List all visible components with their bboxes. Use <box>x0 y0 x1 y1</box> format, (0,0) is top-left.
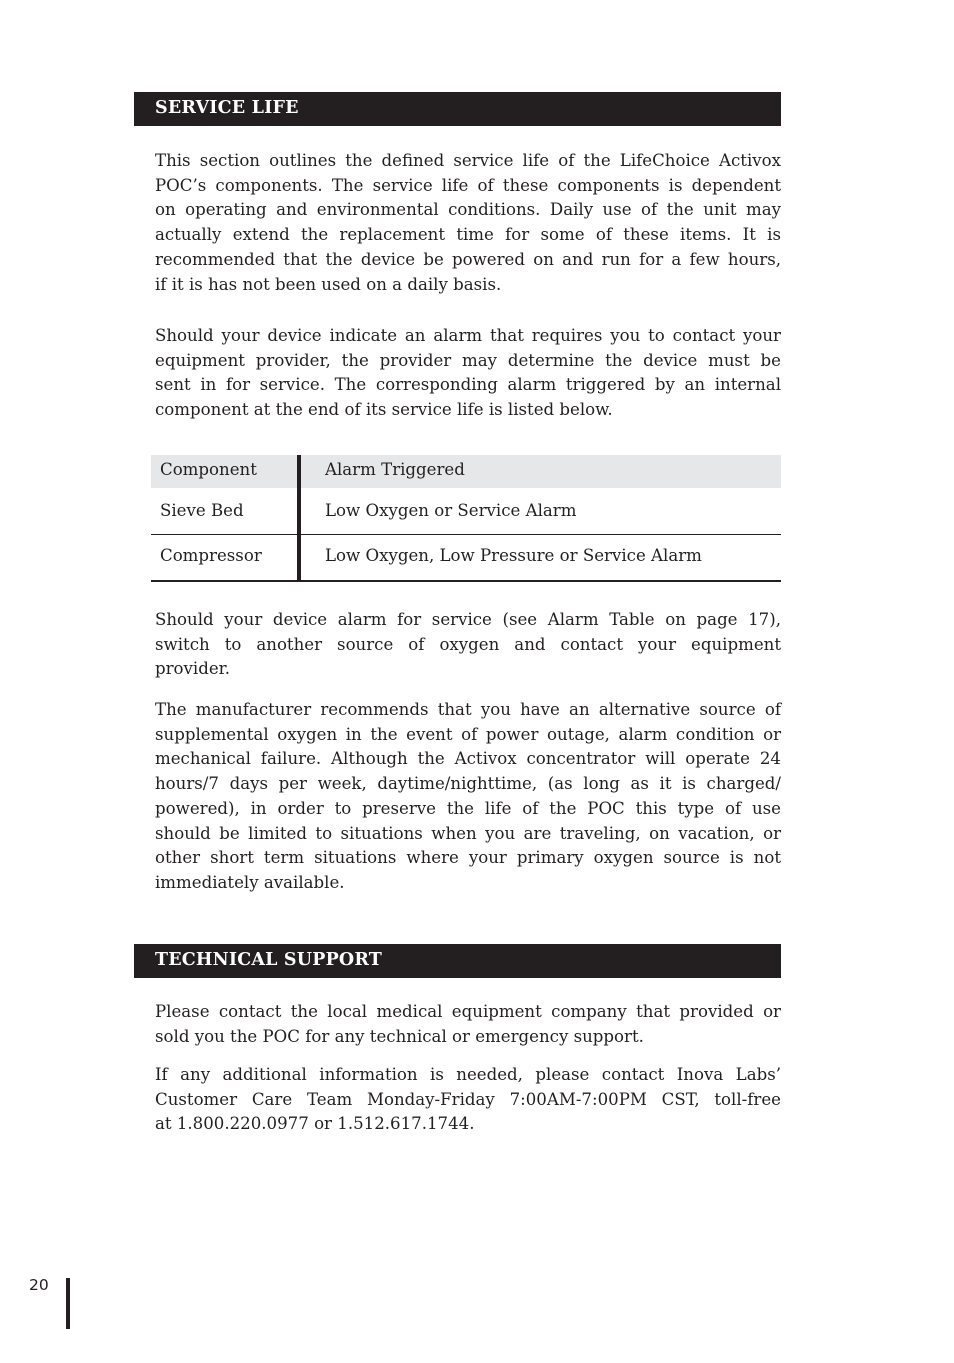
text-line: sold you the POC for any technical or emergency support. <box>155 1026 644 1046</box>
text-line: immediately available. <box>155 872 345 892</box>
technical-support-heading-bar <box>134 944 781 978</box>
technical-support-heading: TECHNICAL SUPPORT <box>155 950 383 970</box>
text-line: Should your device indicate an alarm that requires you to contact your <box>155 326 781 345</box>
table-row <box>151 535 781 582</box>
page-number-rule <box>66 1278 70 1329</box>
text-line: provider. <box>155 659 231 679</box>
page-number: 20 <box>29 1276 49 1294</box>
alternative-oxygen-paragraph <box>155 698 781 896</box>
text-line: Should your device alarm for service (see Alarm Table on page 17), <box>155 610 781 629</box>
table-column-divider <box>297 455 301 582</box>
text-line: equipment provider, the provider may determine the device must be <box>155 350 781 370</box>
text-line: powered), in order to preserve the life of the POC this type of use <box>155 798 781 818</box>
text-line: switch to another source of oxygen and contact your equipment <box>155 634 781 654</box>
service-alarm-paragraph <box>155 324 781 423</box>
text-line: at 1.800.220.0977 or 1.512.617.1744. <box>155 1114 475 1134</box>
table-cell-alarm: Low Oxygen or Service Alarm <box>325 501 577 520</box>
text-line: sent in for service. The corresponding alarm triggered by an internal <box>155 375 781 395</box>
text-line: if it is has not been used on a daily basis. <box>155 274 502 294</box>
text-line: component at the end of its service life is listed below. <box>155 400 613 420</box>
service-alarm-instructions-paragraph <box>155 608 781 682</box>
table-header-component: Component <box>160 460 257 479</box>
text-line: recommended that the device be powered on and run for a few hours, <box>155 249 781 269</box>
text-line: on operating and environmental conditions. Daily use of the unit may <box>155 200 781 220</box>
text-line: POC’s components. The service life of these components is dependent <box>155 175 781 195</box>
table-header-row <box>151 455 781 488</box>
table-cell-component: Compressor <box>160 546 262 565</box>
text-line: This section outlines the defined service life of the LifeChoice Activox <box>155 151 781 170</box>
text-line: Please contact the local medical equipment company that provided or <box>155 1002 781 1021</box>
customer-care-paragraph <box>155 1063 781 1137</box>
table-cell-alarm: Low Oxygen, Low Pressure or Service Alarm <box>325 546 702 565</box>
text-line: actually extend the replacement time for some of these items. It is <box>155 225 781 245</box>
table-cell-component: Sieve Bed <box>160 501 244 520</box>
text-line: should be limited to situations when you are traveling, on vacation, or <box>155 823 781 843</box>
text-line: Customer Care Team Monday-Friday 7:00AM-7:00PM CST, toll-free <box>155 1089 781 1109</box>
text-line: hours/7 days per week, daytime/nighttime, (as long as it is charged/ <box>155 774 781 794</box>
service-life-heading-bar <box>134 92 781 126</box>
table-row <box>151 488 781 535</box>
text-line: supplemental oxygen in the event of power outage, alarm condition or <box>155 724 781 744</box>
text-line: The manufacturer recommends that you have an alternative source of <box>155 700 781 719</box>
text-line: mechanical failure. Although the Activox concentrator will operate 24 <box>155 749 781 769</box>
text-line: other short term situations where your primary oxygen source is not <box>155 848 781 868</box>
service-life-heading: SERVICE LIFE <box>155 98 299 118</box>
text-line: If any additional information is needed, please contact Inova Labs’ <box>155 1065 781 1084</box>
table-header-alarm-triggered: Alarm Triggered <box>325 460 465 479</box>
component-alarm-table <box>151 455 781 582</box>
contact-provider-paragraph <box>155 1000 781 1049</box>
service-life-intro-paragraph <box>155 149 781 297</box>
